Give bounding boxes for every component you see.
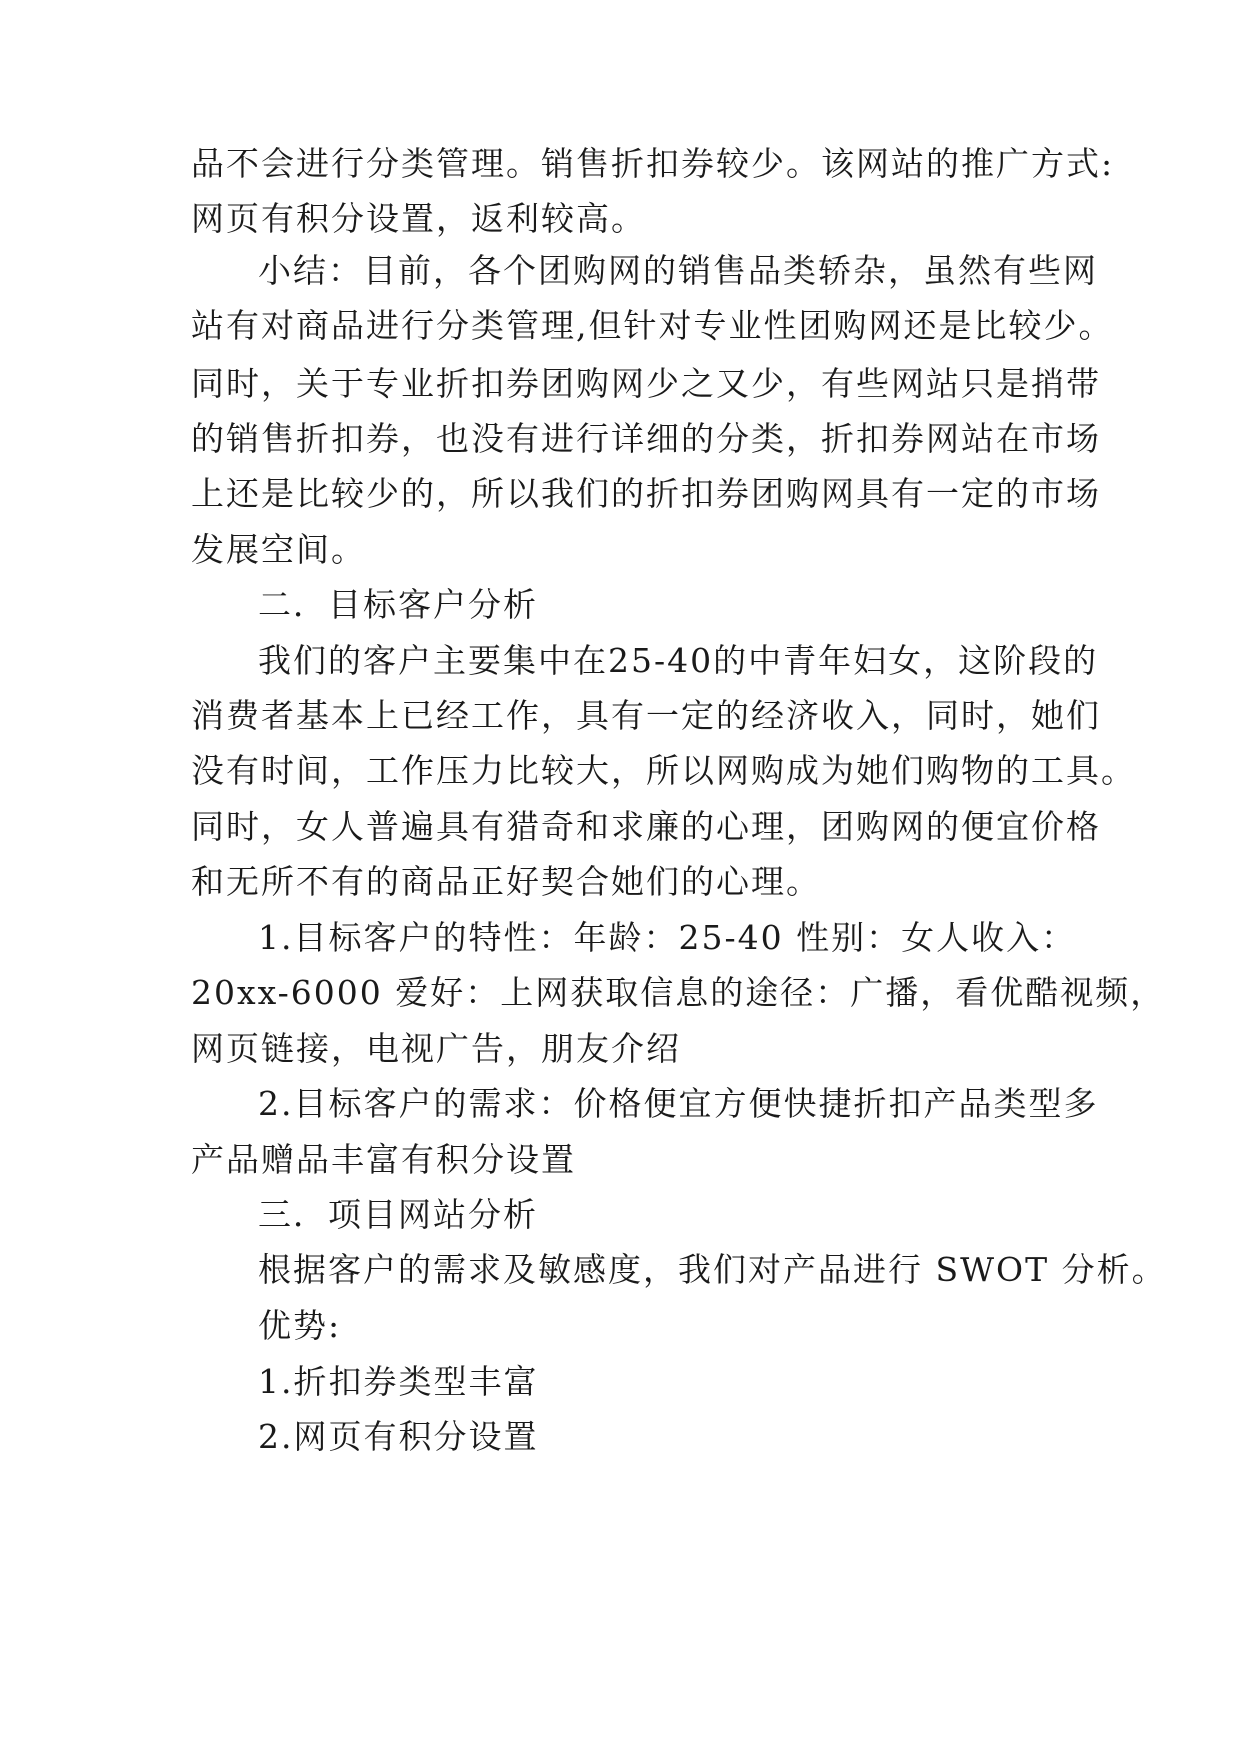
paragraph-line: 和无所不有的商品正好契合她们的心理。 (191, 862, 821, 901)
section-heading: 三．项目网站分析 (258, 1195, 538, 1234)
paragraph-line: 20xx-6000 爱好：上网获取信息的途径：广播，看优酷视频， (191, 973, 1166, 1012)
paragraph-line: 同时，女人普遍具有猎奇和求廉的心理，团购网的便宜价格 (191, 807, 1101, 846)
paragraph-line: 我们的客户主要集中在25-40的中青年妇女，这阶段的 (258, 641, 1099, 680)
list-item: 1.折扣券类型丰富 (258, 1362, 539, 1401)
paragraph-line: 网页有积分设置，返利较高。 (191, 199, 646, 238)
paragraph-line: 没有时间，工作压力比较大，所以网购成为她们购物的工具。 (191, 751, 1136, 790)
paragraph-line: 2.目标客户的需求：价格便宜方便快捷折扣产品类型多 (258, 1084, 1099, 1123)
paragraph-line: 1.目标客户的特性：年龄：25-40 性别：女人收入： (258, 918, 1077, 957)
paragraph-line: 小结：目前，各个团购网的销售品类轿杂，虽然有些网 (258, 251, 1098, 290)
paragraph-line: 同时，关于专业折扣券团购网少之又少，有些网站只是捎带 (191, 364, 1101, 403)
paragraph-line: 上还是比较少的，所以我们的折扣券团购网具有一定的市场 (191, 474, 1101, 513)
paragraph-line: 品不会进行分类管理。销售折扣券较少。该网站的推广方式: (191, 144, 1115, 183)
list-heading: 优势: (258, 1306, 342, 1345)
paragraph-line: 消费者基本上已经工作，具有一定的经济收入，同时，她们 (191, 696, 1101, 735)
section-heading: 二．目标客户分析 (258, 585, 538, 624)
paragraph-line: 发展空间。 (191, 530, 366, 569)
paragraph-line: 网页链接，电视广告，朋友介绍 (191, 1029, 681, 1068)
paragraph-line: 产品赠品丰富有积分设置 (191, 1140, 576, 1179)
paragraph-line: 根据客户的需求及敏感度，我们对产品进行 SWOT 分析。 (258, 1250, 1167, 1289)
paragraph-line: 的销售折扣券，也没有进行详细的分类，折扣券网站在市场 (191, 419, 1101, 458)
paragraph-line: 站有对商品进行分类管理,但针对专业性团购网还是比较少。 (191, 306, 1114, 345)
list-item: 2.网页有积分设置 (258, 1417, 539, 1456)
